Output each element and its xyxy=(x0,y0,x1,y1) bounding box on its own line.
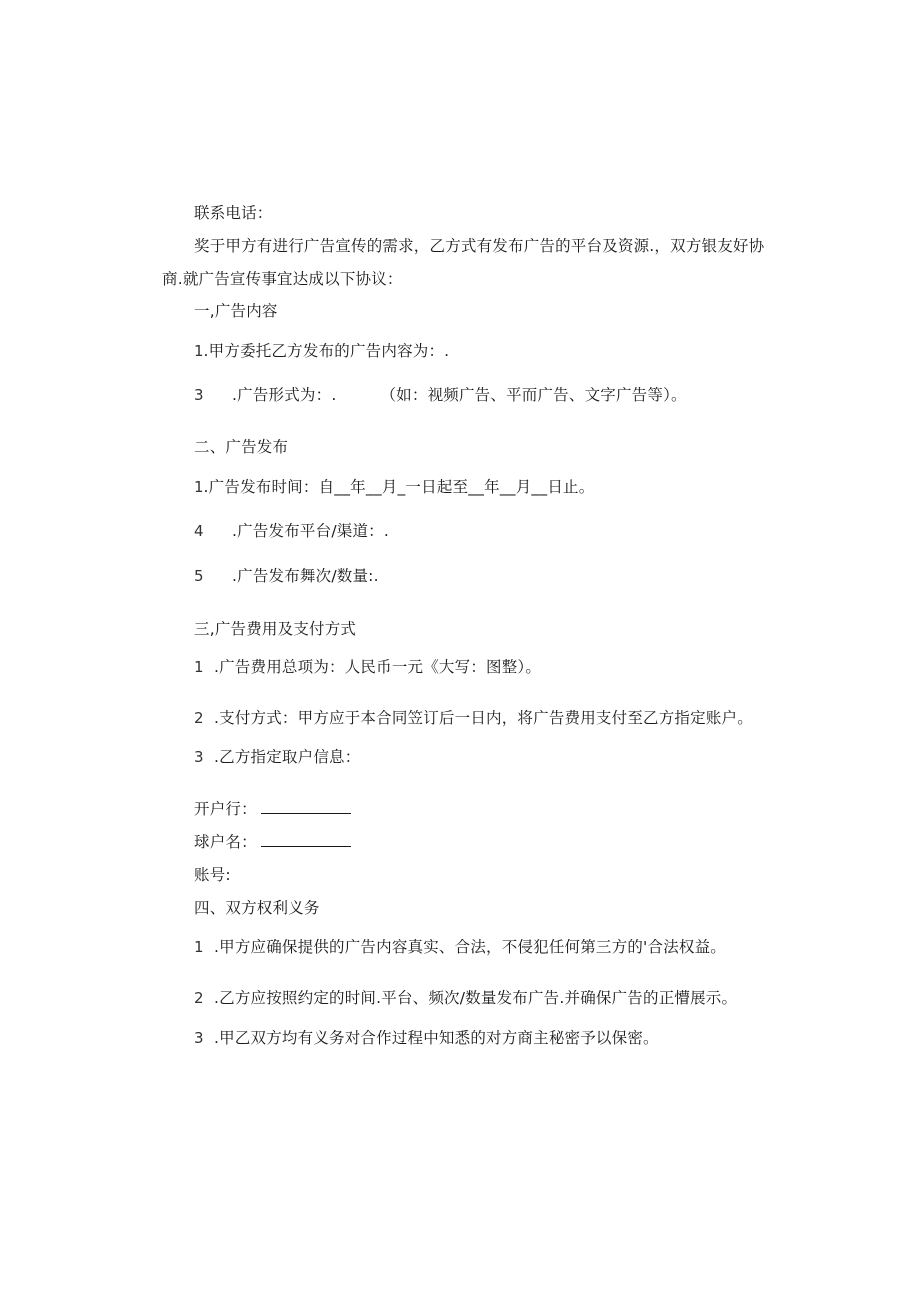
item-text: .支付方式：甲方应于本合同笠订后一日内，将广告费用支付至乙方指定账户。 xyxy=(214,709,753,727)
item-text: .甲方委托乙方发布的广告内容为：. xyxy=(203,342,450,360)
contact-phone-label: 联系电话： xyxy=(194,204,273,222)
item-number: 2 xyxy=(194,989,204,1007)
section-4-heading: 四、双方权利义务 xyxy=(194,899,320,917)
section-2-item-1 xyxy=(194,476,594,498)
account-name-label: 球户名： xyxy=(194,833,257,851)
section-3-item-1 xyxy=(194,656,541,678)
section-3-heading: 三,广告费用及支付方式 xyxy=(194,620,357,638)
section-3-item-3 xyxy=(194,746,360,768)
section-4-item-2 xyxy=(194,987,737,1009)
section-2-item-3 xyxy=(194,565,379,587)
item-number: 3 xyxy=(194,748,204,766)
item-number: 1 xyxy=(194,658,204,676)
section-2-item-2 xyxy=(194,520,389,542)
item-number: 3 xyxy=(194,1029,204,1047)
item-text: .广告发布舞次/数量:. xyxy=(232,567,379,585)
item-number: 1 xyxy=(194,478,204,496)
item-text: .广告形式为：. xyxy=(232,386,337,404)
item-text: .乙方指定取户信息： xyxy=(214,748,361,766)
item-text: .广告费用总项为：人民币一元《大写：图整）。 xyxy=(214,658,542,676)
item-number: 1 xyxy=(194,938,204,956)
section-1-item-1 xyxy=(194,340,449,362)
section-1-item-2 xyxy=(194,384,687,406)
item-text: .广告发布时间：自__年__月_一日起至__年__月__日止。 xyxy=(203,478,595,496)
item-text: .广告发布平台/渠道：. xyxy=(232,522,389,540)
bank-label: 开户行： xyxy=(194,800,257,818)
item-number: 1 xyxy=(194,342,204,360)
item-number: 4 xyxy=(194,522,204,540)
section-3-item-2 xyxy=(194,707,753,729)
account-number-label: 账号: xyxy=(194,866,231,884)
bank-blank-line xyxy=(261,799,351,814)
section-4-item-3 xyxy=(194,1027,659,1049)
item-text: .乙方应按照约定的时间.平台、频次/数量发布广告.并确保广告的正懵展示。 xyxy=(214,989,738,1007)
account-name-field xyxy=(194,831,351,853)
preamble-line-2: 商.就广告宣传事宜达成以下协议： xyxy=(162,270,403,288)
section-4-item-1 xyxy=(194,936,726,958)
section-2-heading: 二、广告发布 xyxy=(194,438,289,456)
item-text: .甲乙双方均有义务对合作过程中知悉的对方商主秘密予以保密。 xyxy=(214,1029,659,1047)
item-note: （如：视频广告、平而广告、文字广告等）。 xyxy=(380,386,687,404)
section-1-heading: 一,广告内容 xyxy=(194,302,278,320)
item-text: .甲方应确保提供的广告内容真实、合法，不侵犯任何第三方的'合法权益。 xyxy=(214,938,726,956)
bank-field xyxy=(194,798,351,820)
item-number: 3 xyxy=(194,386,204,404)
preamble-line-1: 奖于甲方有进行广告宣传的需求，乙方式有发布广告的平台及资源.，双方银友好协 xyxy=(194,237,765,255)
account-name-blank-line xyxy=(261,832,351,847)
item-number: 2 xyxy=(194,709,204,727)
item-number: 5 xyxy=(194,567,204,585)
